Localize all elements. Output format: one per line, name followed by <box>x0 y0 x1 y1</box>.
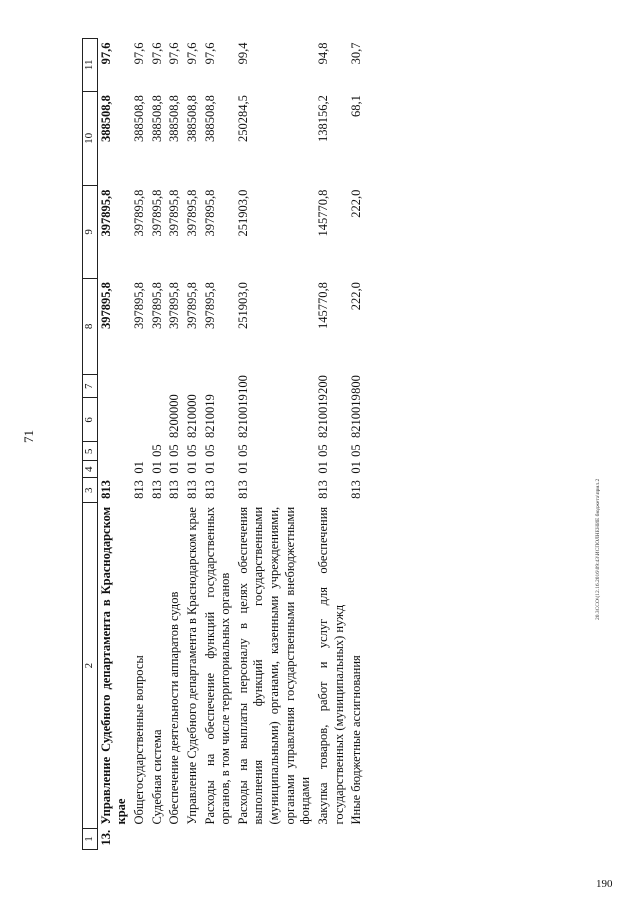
header-cell: 8 <box>83 278 98 375</box>
row-number <box>166 829 184 850</box>
refined-amount: 397895,8 <box>149 189 164 237</box>
subsection-code: 05 <box>235 444 250 457</box>
refined-amount: 397895,8 <box>98 189 113 237</box>
subsection-code <box>131 442 149 461</box>
row-name: Судебная система <box>149 729 164 825</box>
executed-amount: 138156,2 <box>315 95 330 142</box>
ved-code: 813 <box>349 480 364 499</box>
ved-code: 813 <box>184 480 199 499</box>
section-code: 01 <box>202 461 217 474</box>
executed-amount: 388508,8 <box>132 95 146 142</box>
executed-amount: 250284,5 <box>235 95 250 142</box>
approved-amount: 397895,8 <box>167 282 182 329</box>
executed-amount: 388508,8 <box>184 95 199 142</box>
table-row <box>131 39 149 850</box>
header-cell: 4 <box>83 461 98 478</box>
target-article-code: 8210019 <box>235 394 250 438</box>
ved-code: 813 <box>98 480 113 499</box>
ved-code: 813 <box>132 480 146 499</box>
row-name: Закупка товаров, работ и услуг для обеспечения государственных (муниципальных) нужд <box>315 506 346 825</box>
subsection-code: 05 <box>149 444 164 457</box>
execution-percent: 97,6 <box>202 42 217 65</box>
execution-percent: 97,6 <box>132 42 146 65</box>
target-article-code: 8210019 <box>349 394 364 438</box>
table-header <box>83 39 98 850</box>
row-number <box>184 829 202 850</box>
section-code: 01 <box>184 461 199 474</box>
expense-type-code: 100 <box>235 375 250 394</box>
refined-amount: 145770,8 <box>315 189 330 237</box>
expense-type-code: 800 <box>349 375 364 394</box>
table-body <box>97 39 366 850</box>
target-article-code: 8210000 <box>184 394 199 438</box>
execution-percent: 97,6 <box>167 42 182 65</box>
execution-percent: 97,6 <box>149 42 164 65</box>
executed-amount: 68,1 <box>349 95 364 117</box>
table-row <box>97 39 131 850</box>
approved-amount: 251903,0 <box>235 282 250 329</box>
expense-type-code <box>97 375 131 398</box>
target-article-code: 8200000 <box>167 394 182 438</box>
section-code: 01 <box>315 461 330 474</box>
execution-percent: 97,6 <box>184 42 199 65</box>
subsection-code <box>97 442 131 461</box>
header-cell: 7 <box>83 375 98 398</box>
table-row <box>202 39 235 850</box>
row-name: Расходы на выплаты персоналу в целях обеспечения выполнения функций государственными (муниципальными) органами, казенными учреждениями, органами управления государственными внебюджетными фондами <box>235 506 313 825</box>
row-name: Иные бюджетные ассигнования <box>349 655 364 825</box>
subsection-code: 05 <box>167 444 182 457</box>
expense-type-code <box>131 375 149 398</box>
table-row <box>348 39 366 850</box>
header-cell: 2 <box>83 503 98 829</box>
executed-amount: 388508,8 <box>98 95 113 142</box>
expense-type-code <box>149 375 167 398</box>
subsection-code: 05 <box>184 444 199 457</box>
header-cell: 1 <box>83 829 98 850</box>
execution-percent: 30,7 <box>349 42 364 65</box>
table-row <box>149 39 167 850</box>
row-name: Управление Судебного департамента в Краснодарском крае <box>184 507 199 825</box>
ved-code: 813 <box>202 480 217 499</box>
section-code: 01 <box>235 461 250 474</box>
subsection-code: 05 <box>202 444 217 457</box>
header-cell: 9 <box>83 186 98 278</box>
executed-amount: 388508,8 <box>202 95 217 142</box>
subsection-code: 05 <box>349 444 364 457</box>
target-article-code <box>97 398 131 442</box>
header-cell: 3 <box>83 478 98 503</box>
table-row <box>166 39 184 850</box>
section-code: 01 <box>149 461 164 474</box>
target-article-code <box>131 398 149 442</box>
page-bottom-number: 190 <box>596 878 613 890</box>
execution-percent: 94,8 <box>315 42 330 65</box>
header-cell: 5 <box>83 442 98 461</box>
ved-code: 813 <box>149 480 164 499</box>
row-number <box>348 829 366 850</box>
execution-percent: 99,4 <box>235 42 250 65</box>
header-cell: 6 <box>83 398 98 442</box>
section-code <box>97 461 131 478</box>
target-article-code <box>149 398 167 442</box>
ved-code: 813 <box>167 480 182 499</box>
table-row <box>315 39 348 850</box>
row-number: 13. <box>98 829 113 846</box>
header-cell: 10 <box>83 91 98 186</box>
section-code: 01 <box>349 461 364 474</box>
ved-code: 813 <box>315 480 330 499</box>
approved-amount: 145770,8 <box>315 282 330 329</box>
refined-amount: 397895,8 <box>202 189 217 237</box>
expense-type-code: 200 <box>315 375 330 394</box>
table-wrapper <box>82 38 587 850</box>
ved-code: 813 <box>235 480 250 499</box>
executed-amount: 388508,8 <box>149 95 164 142</box>
refined-amount: 397895,8 <box>167 189 182 237</box>
target-article-code: 8210019 <box>315 394 330 438</box>
execution-percent: 97,6 <box>98 42 113 65</box>
executed-amount: 388508,8 <box>167 95 182 142</box>
subsection-code: 05 <box>315 444 330 457</box>
section-code: 01 <box>167 461 182 474</box>
page-top-number: 71 <box>21 430 36 443</box>
approved-amount: 397895,8 <box>202 282 217 329</box>
section-code: 01 <box>132 461 146 474</box>
row-name: Расходы на обеспечение функций государственных органов, в том числе территориальных органов <box>202 506 233 825</box>
rotated-table-area <box>82 38 587 850</box>
table-row <box>235 39 315 850</box>
footer-file-path: 20.3ССО\(12.16.2016\09:43\ИСПОЛНЕНИЕ бюджета\прил.2 <box>595 478 601 620</box>
header-cell: 11 <box>83 39 98 92</box>
approved-amount: 222,0 <box>349 282 364 311</box>
header-row <box>83 39 98 850</box>
row-number <box>131 829 149 850</box>
refined-amount: 251903,0 <box>235 189 250 237</box>
row-name: Обеспечение деятельности аппаратов судов <box>167 591 182 825</box>
approved-amount: 397895,8 <box>149 282 164 329</box>
table-row <box>184 39 202 850</box>
approved-amount: 397895,8 <box>132 282 146 329</box>
row-number <box>315 829 348 850</box>
row-number <box>202 829 235 850</box>
row-number <box>149 829 167 850</box>
refined-amount: 222,0 <box>349 189 364 218</box>
row-number <box>235 829 315 850</box>
refined-amount: 397895,8 <box>132 189 146 237</box>
budget-table <box>82 38 366 850</box>
approved-amount: 397895,8 <box>184 282 199 329</box>
refined-amount: 397895,8 <box>184 189 199 237</box>
row-name: Общегосударственные вопросы <box>132 655 146 825</box>
row-name: Управление Судебного департамента в Краснодарском крае <box>98 506 129 825</box>
target-article-code: 8210019 <box>202 394 217 438</box>
approved-amount: 397895,8 <box>98 282 113 329</box>
